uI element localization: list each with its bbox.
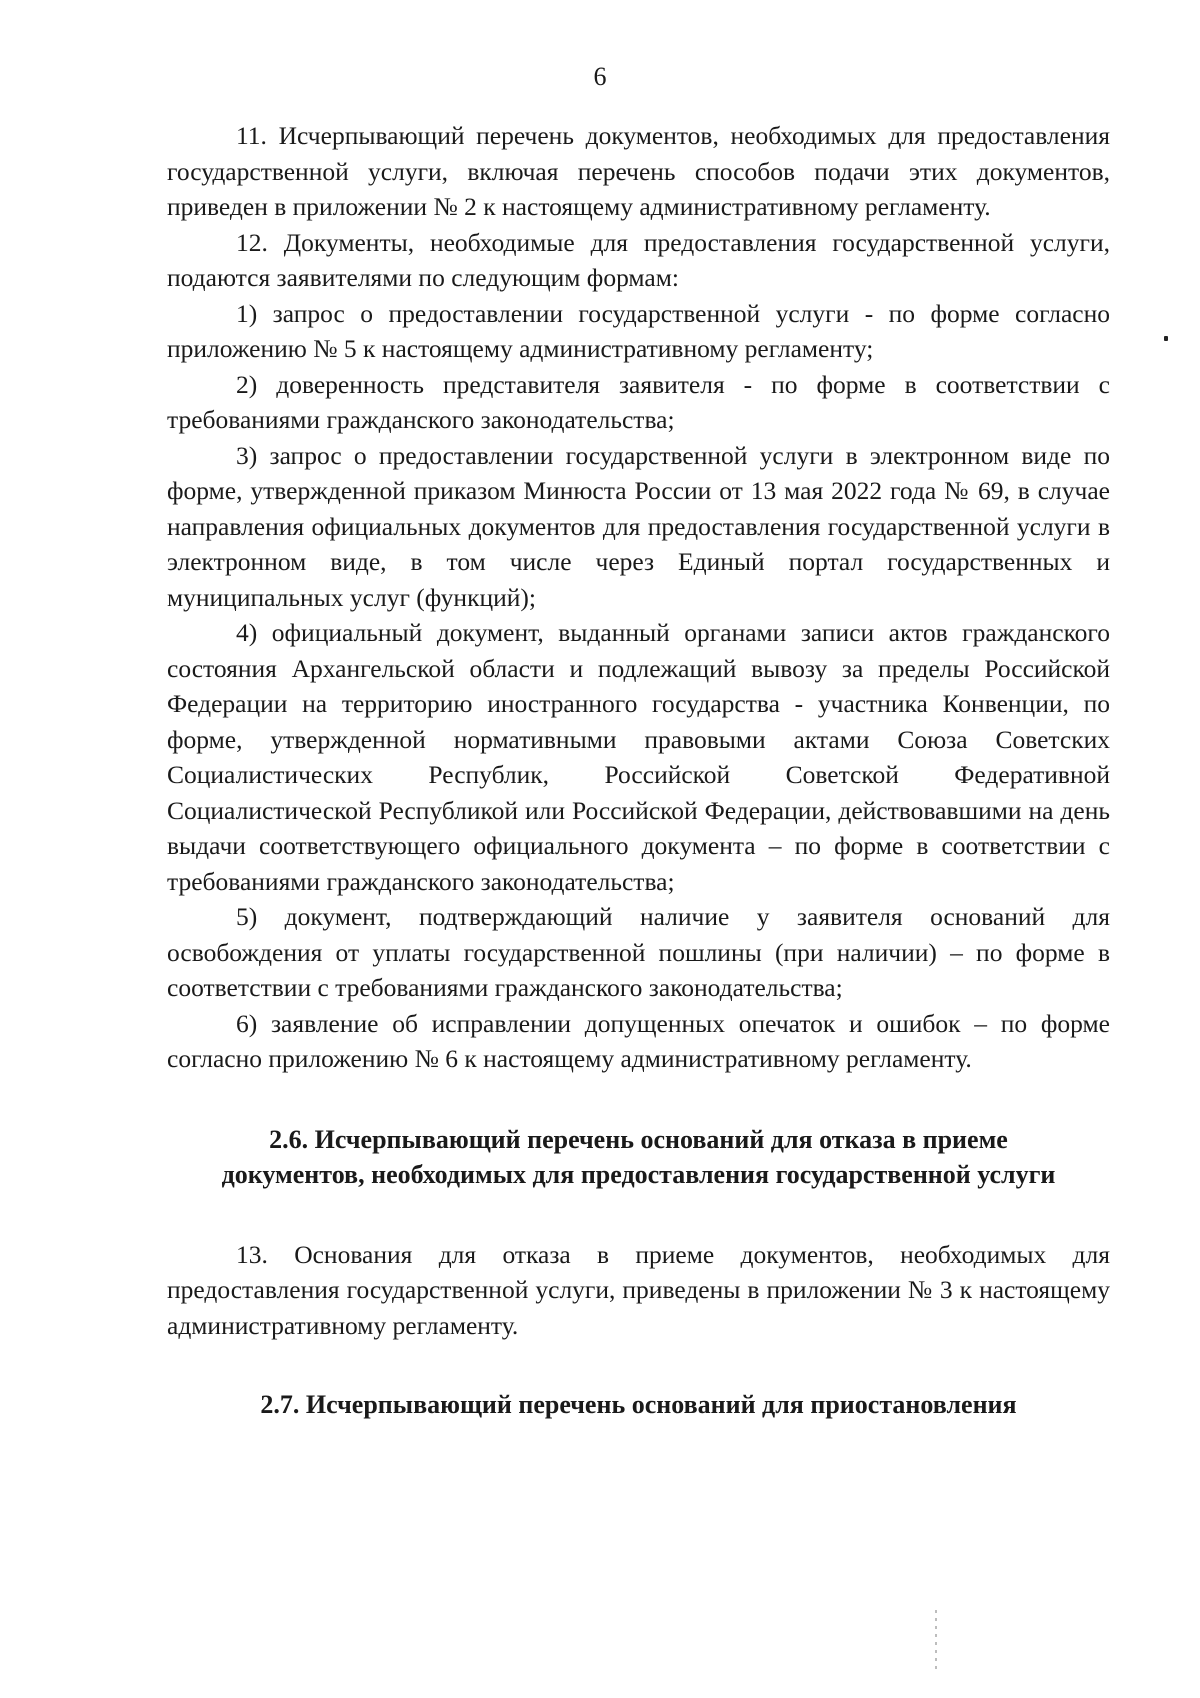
page-number: 6 bbox=[593, 62, 607, 91]
document-body bbox=[167, 118, 1110, 1423]
section-heading-2-6-line-2: документов, необходимых для предоставления государственной услуги bbox=[221, 1160, 1056, 1189]
paragraph-12: 12. Документы, необходимые для предоставления государственной услуги, подаются заявителями по следующим формам: bbox=[167, 227, 1110, 292]
paragraph-13: 13. Основания для отказа в приеме документов, необходимых для предоставления государственной услуги, приведены в приложении № 3 к настоящему административному регламенту. bbox=[167, 1239, 1110, 1340]
section-heading-2-6-line-1: 2.6. Исчерпывающий перечень оснований для отказа в приеме bbox=[269, 1124, 1008, 1154]
list-item-3: 3) запрос о предоставлении государственной услуги в электронном виде по форме, утвержденной приказом Минюста России от 13 мая 2022 года № 69, в случае направления официальных документов для предоставления государственной услуги в электронном виде, в том числе через Единый портал государственных и муниципальных услуг (функций); bbox=[167, 440, 1110, 612]
scan-artifact bbox=[935, 1610, 937, 1672]
list-item-6: 6) заявление об исправлении допущенных опечаток и ошибок – по форме согласно приложению № 6 к настоящему административному регламенту. bbox=[167, 1008, 1110, 1073]
list-item-1: 1) запрос о предоставлении государственной услуги - по форме согласно приложению № 5 к настоящему административному регламенту; bbox=[167, 298, 1110, 363]
section-heading-2-7: 2.7. Исчерпывающий перечень оснований для приостановления bbox=[260, 1390, 1017, 1419]
list-item-4: 4) официальный документ, выданный органами записи актов гражданского состояния Архангельской области и подлежащий вывозу за пределы Российской Федерации на территорию иностранного государства - участника Конвенции, по форме, утвержденной нормативными правовыми актами Союза Советских Социалистических Республик, Российской Советской Федеративной Социалистической Республикой или Российской Федерации, действовавшими на день выдачи соответствующего официального документа – по форме в соответствии с требованиями гражданского законодательства; bbox=[167, 618, 1110, 896]
list-item-2: 2) доверенность представителя заявителя - по форме в соответствии с требованиями гражданского законодательства; bbox=[167, 369, 1110, 434]
paragraph-11: 11. Исчерпывающий перечень документов, необходимых для предоставления государственной услуги, включая перечень способов подачи этих документов, приведен в приложении № 2 к настоящему административному регламенту. bbox=[167, 121, 1110, 221]
scan-mark bbox=[1164, 336, 1168, 341]
section-heading-2-6 bbox=[167, 1122, 1110, 1193]
list-item-5: 5) документ, подтверждающий наличие у заявителя оснований для освобождения от уплаты государственной пошлины (при наличии) – по форме в соответствии с требованиями гражданского законодательства; bbox=[167, 902, 1110, 1002]
